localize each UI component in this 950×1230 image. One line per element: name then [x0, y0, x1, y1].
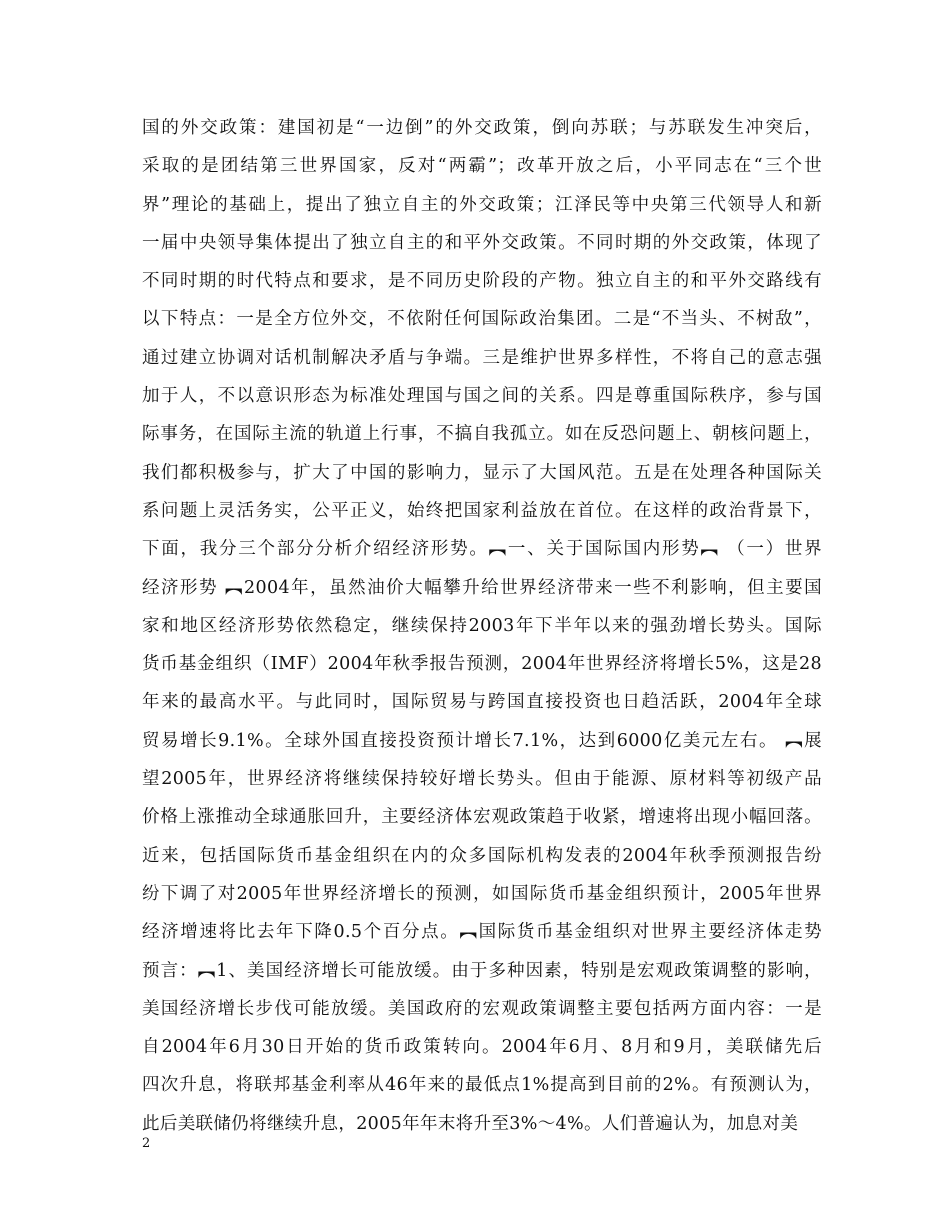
- text-line: 家和地区经济形势依然稳定，继续保持2003年下半年以来的强劲增长势头。国际: [142, 615, 822, 636]
- text-line: 不同时期的时代特点和要求，是不同历史阶段的产物。独立自主的和平外交路线有: [142, 271, 822, 292]
- body-text: [142, 109, 822, 1143]
- text-line: 一届中央领导集体提出了独立自主的和平外交政策。不同时期的外交政策，体现了: [142, 232, 822, 253]
- text-line: 以下特点：一是全方位外交，不依附任何国际政治集团。二是“不当头、不树敌”，: [142, 309, 822, 330]
- text-line: 下面，我分三个部分分析介绍经济形势。︻一、关于国际国内形势︻ （一）世界: [142, 539, 822, 560]
- text-line: 际事务，在国际主流的轨道上行事，不搞自我孤立。如在反恐问题上、朝核问题上，: [142, 424, 822, 445]
- text-line: 采取的是团结第三世界国家，反对“两霸”；改革开放之后，小平同志在“三个世: [142, 156, 822, 177]
- text-line: 近来，包括国际货币基金组织在内的众多国际机构发表的2004年秋季预测报告纷: [142, 845, 822, 866]
- text-line: 货币基金组织（IMF）2004年秋季报告预测，2004年世界经济将增长5%，这是28: [142, 654, 822, 675]
- text-line: 界”理论的基础上，提出了独立自主的外交政策；江泽民等中央第三代领导人和新: [142, 194, 822, 215]
- text-line: 望2005年，世界经济将继续保持较好增长势头。但由于能源、原材料等初级产品: [142, 769, 822, 790]
- text-line: 预言：︻1、美国经济增长可能放缓。由于多种因素，特别是宏观政策调整的影响，: [142, 960, 822, 981]
- text-line: 经济形势 ︻2004年，虽然油价大幅攀升给世界经济带来一些不利影响，但主要国: [142, 577, 822, 598]
- text-line: 经济增速将比去年下降0.5个百分点。︻国际货币基金组织对世界主要经济体走势: [142, 922, 822, 943]
- text-line: 加于人，不以意识形态为标准处理国与国之间的关系。四是尊重国际秩序，参与国: [142, 386, 822, 407]
- text-line: 贸易增长9.1%。全球外国直接投资预计增长7.1%，达到6000亿美元左右。 ︻展: [142, 730, 822, 751]
- text-line: 价格上涨推动全球通胀回升，主要经济体宏观政策趋于收紧，增速将出现小幅回落。: [142, 807, 822, 828]
- text-line: 通过建立协调对话机制解决矛盾与争端。三是维护世界多样性，不将自己的意志强: [142, 347, 822, 368]
- text-line: 我们都积极参与，扩大了中国的影响力，显示了大国风范。五是在处理各种国际关: [142, 462, 822, 483]
- text-line: 美国经济增长步伐可能放缓。美国政府的宏观政策调整主要包括两方面内容：一是: [142, 998, 822, 1019]
- text-line: 自2004年6月30日开始的货币政策转向。2004年6月、8月和9月，美联储先后: [142, 1037, 822, 1058]
- text-line: 系问题上灵活务实，公平正义，始终把国家利益放在首位。在这样的政治背景下，: [142, 500, 822, 521]
- text-line: 此后美联储仍将继续升息，2005年年末将升至3%～4%。人们普遍认为，加息对美: [142, 1113, 799, 1134]
- text-line: 国的外交政策：建国初是“一边倒”的外交政策，倒向苏联；与苏联发生冲突后，: [142, 118, 822, 138]
- text-line: 四次升息，将联邦基金利率从46年来的最低点1%提高到目前的2%。有预测认为，: [142, 1075, 822, 1096]
- page-number: 2: [142, 1136, 151, 1151]
- text-line: 年来的最高水平。与此同时，国际贸易与跨国直接投资也日趋活跃，2004年全球: [142, 692, 822, 713]
- text-line: 纷下调了对2005年世界经济增长的预测，如国际货币基金组织预计，2005年世界: [142, 883, 822, 904]
